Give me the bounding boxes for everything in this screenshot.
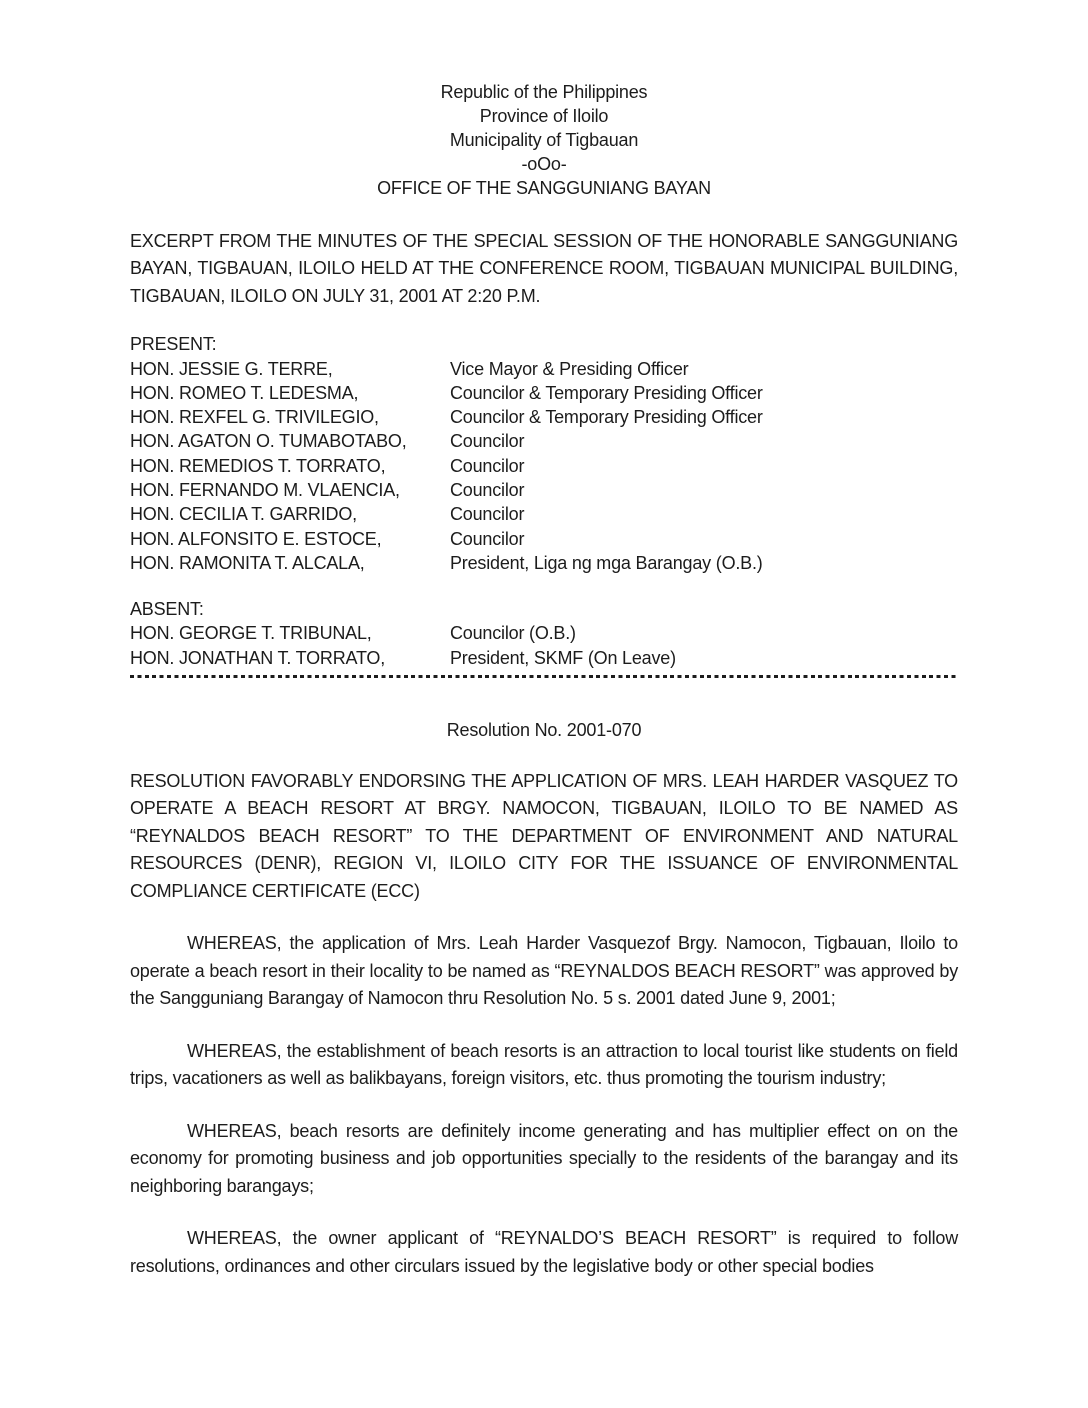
resolution-number: Resolution No. 2001-070 (446, 719, 642, 740)
attendee-name: HON. REMEDIOS T. TORRATO, (130, 455, 386, 476)
whereas-paragraph-4: WHEREAS, the owner applicant of “REYNALDO’S BEACH RESORT” is required to follow resolutions, ordinances and other circulars issued by the legislative body or other special bodies (130, 1228, 958, 1276)
attendee-name: HON. GEORGE T. TRIBUNAL, (130, 623, 372, 644)
absent-label: ABSENT: (130, 599, 204, 620)
attendee-name: HON. AGATON O. TUMABOTABO, (130, 431, 407, 452)
attendee-name: HON. JESSIE G. TERRE, (130, 358, 333, 379)
header-line-office: OFFICE OF THE SANGGUNIANG BAYAN (377, 178, 711, 198)
header-line-municipality: Municipality of Tigbauan (449, 130, 639, 150)
attendee-row (130, 527, 958, 551)
attendee-name: HON. JONATHAN T. TORRATO, (130, 647, 386, 668)
attendee-row (130, 454, 958, 478)
attendee-name: HON. REXFEL G. TRIVILEGIO, (130, 407, 379, 428)
attendee-row (130, 502, 958, 526)
attendee-name: HON. ALFONSITO E. ESTOCE, (130, 528, 382, 549)
attendee-role: Councilor (450, 431, 525, 452)
attendee-role: Councilor (O.B.) (450, 623, 576, 644)
attendee-row (130, 646, 958, 670)
header-line-province: Province of Iloilo (479, 106, 609, 126)
whereas-paragraph-3: WHEREAS, beach resorts are definitely income generating and has multiplier effect on on the economy for promoting business and job opportunities specially to the residents of the barangay and its neighboring barangays; (130, 1120, 958, 1196)
attendee-row (130, 621, 958, 645)
header-line-republic: Republic of the Philippines (440, 82, 648, 102)
whereas-paragraph-1: WHEREAS, the application of Mrs. Leah Harder Vasquezof Brgy. Namocon, Tigbauan, Iloilo to operate a beach resort in their locality to be named as “REYNALDOS BEACH RESORT” was approved by the Sangguniang Barangay of Namocon thru Resolution No. 5 s. 2001 dated June 9, 2001; (130, 933, 958, 1009)
attendee-role: Councilor & Temporary Presiding Officer (450, 382, 763, 403)
dashed-divider (130, 675, 958, 678)
attendee-role: Councilor (450, 528, 525, 549)
attendee-row (130, 357, 958, 381)
attendee-row (130, 405, 958, 429)
attendee-role: President, SKMF (On Leave) (450, 647, 676, 668)
attendee-name: HON. RAMONITA T. ALCALA, (130, 552, 365, 573)
absent-section (130, 597, 958, 670)
attendee-role: Councilor (450, 504, 525, 525)
document-content (130, 0, 958, 1280)
attendee-row (130, 478, 958, 502)
attendee-row (130, 551, 958, 575)
attendee-role: Councilor (450, 455, 525, 476)
whereas-paragraph-2: WHEREAS, the establishment of beach resorts is an attraction to local tourist like students on field trips, vacationers as well as balikbayans, foreign visitors, etc. thus promoting the tourism industry; (130, 1040, 958, 1089)
attendee-name: HON. ROMEO T. LEDESMA, (130, 382, 359, 403)
resolution-title: RESOLUTION FAVORABLY ENDORSING THE APPLICATION OF MRS. LEAH HARDER VASQUEZ TO OPERATE A BEACH RESORT AT BRGY. NAMOCON, TIGBAUAN, ILOILO TO BE NAMED AS “REYNALDOS BEACH RESORT” TO THE DEPARTMENT OF ENVIRONMENT AND NATURAL RESOURCES (DENR), REGION VI, ILOILO CITY FOR THE ISSUANCE OF ENVIRONMENTAL COMPLIANCE CERTIFICATE (ECC) (130, 770, 958, 901)
header-line-ooo: -oOo- (521, 154, 567, 174)
attendee-row (130, 429, 958, 453)
attendee-row (130, 381, 958, 405)
attendee-name: HON. FERNANDO M. VLAENCIA, (130, 480, 400, 500)
attendee-role: President, Liga ng mga Barangay (O.B.) (450, 552, 763, 573)
attendee-name: HON. CECILIA T. GARRIDO, (130, 504, 357, 525)
attendee-role: Councilor & Temporary Presiding Officer (450, 407, 763, 428)
attendee-role: Councilor (450, 480, 525, 500)
present-label: PRESENT: (130, 334, 217, 355)
present-section (130, 332, 958, 575)
document-header (130, 80, 958, 200)
excerpt-paragraph: EXCERPT FROM THE MINUTES OF THE SPECIAL SESSION OF THE HONORABLE SANGGUNIANG BAYAN, TIGBAUAN, ILOILO HELD AT THE CONFERENCE ROOM, TIGBAUAN MUNICIPAL BUILDING, TIGBAUAN, ILOILO ON JULY 31, 2001 AT 2:20 P.M. (130, 231, 958, 306)
attendee-role: Vice Mayor & Presiding Officer (450, 358, 689, 379)
